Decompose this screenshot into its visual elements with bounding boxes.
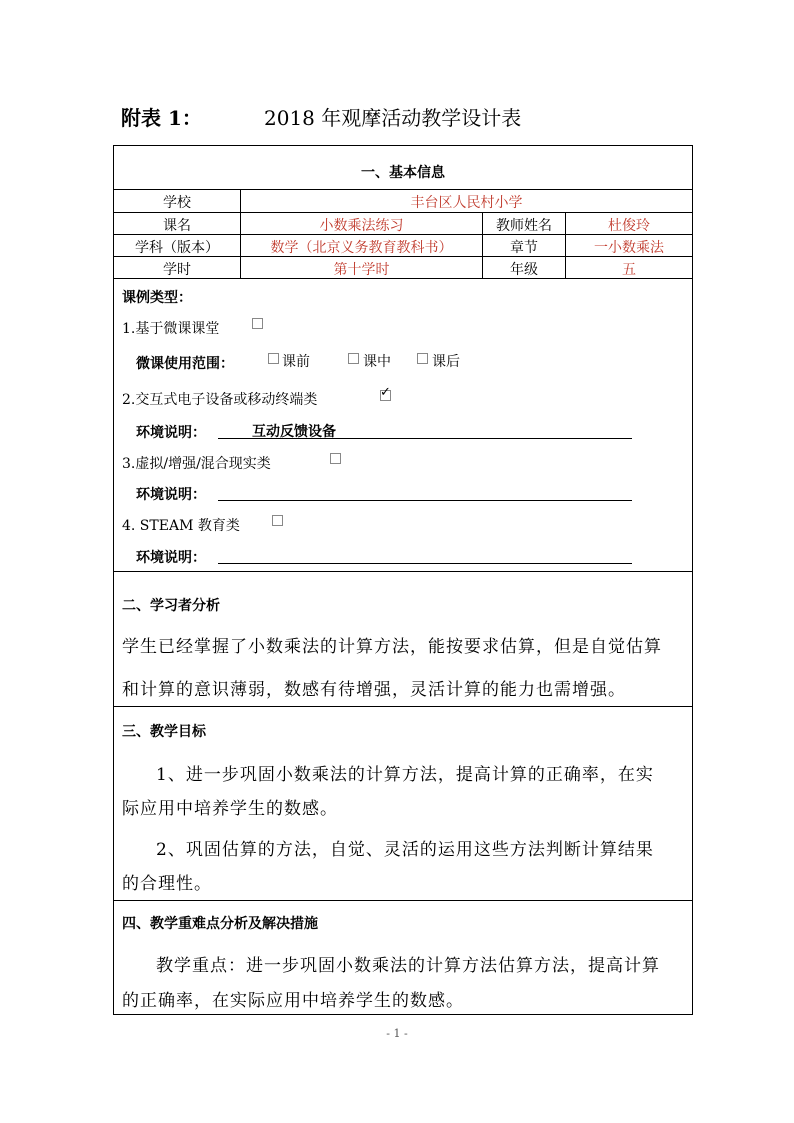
- env-underline: [218, 438, 632, 439]
- grade-label: 年级: [510, 262, 538, 278]
- interactive-devices-checkbox[interactable]: [380, 390, 391, 401]
- page-title: 2018 年观摩活动教学设计表: [264, 106, 522, 130]
- goal-1-line: 际应用中培养学生的数感。: [122, 799, 338, 819]
- after-class-checkbox[interactable]: [417, 353, 428, 364]
- option-steam: 4. STEAM 教育类: [122, 518, 240, 534]
- subject-value: 数学（北京义务教育教科书）: [270, 240, 453, 256]
- steam-checkbox[interactable]: [272, 515, 283, 526]
- option-mixed-reality: 3.虚拟/增强/混合现实类: [122, 456, 271, 472]
- env-label-4: 环境说明：: [136, 550, 206, 566]
- title-row: [113, 100, 693, 130]
- section1-heading: 一、基本信息: [361, 165, 445, 181]
- env-underline: [218, 500, 632, 501]
- before-class-label: 课前: [282, 354, 310, 370]
- period-label: 学时: [163, 262, 191, 278]
- learner-analysis-line: 和计算的意识薄弱，数感有待增强，灵活计算的能力也需增强。: [122, 680, 626, 700]
- key-point-line: 的正确率，在实际应用中培养学生的数感。: [122, 991, 464, 1011]
- section2-heading: 二、学习者分析: [122, 598, 220, 614]
- micro-lesson-checkbox[interactable]: [252, 318, 263, 329]
- course-value: 小数乘法练习: [319, 218, 404, 234]
- subject-label: 学科（版本）: [135, 240, 219, 256]
- before-class-checkbox[interactable]: [268, 353, 279, 364]
- appendix-label: 附表 1：: [121, 106, 202, 130]
- course-label: 课名: [163, 218, 191, 234]
- teacher-label: 教师姓名: [496, 218, 552, 234]
- mixed-reality-checkbox[interactable]: [330, 453, 341, 464]
- divider: [114, 706, 692, 707]
- goal-1-line: 1、进一步巩固小数乘法的计算方法，提高计算的正确率，在实: [156, 765, 654, 785]
- env-label-3: 环境说明：: [136, 487, 206, 503]
- section3-heading: 三、教学目标: [122, 724, 206, 740]
- grade-value: 五: [622, 262, 636, 278]
- option-interactive-devices: 2.交互式电子设备或移动终端类: [122, 392, 318, 408]
- period-value: 第十学时: [333, 262, 390, 278]
- option-micro-lesson: 1.基于微课课堂: [122, 321, 220, 337]
- school-label: 学校: [163, 195, 191, 211]
- teacher-value: 杜俊玲: [608, 218, 650, 234]
- lesson-type-heading: 课例类型：: [122, 290, 192, 306]
- env-underline: [218, 563, 632, 564]
- learner-analysis-line: 学生已经掌握了小数乘法的计算方法，能按要求估算，但是自觉估算: [122, 637, 662, 657]
- section4-heading: 四、教学重难点分析及解决措施: [122, 916, 318, 932]
- design-table: [113, 145, 693, 1015]
- env-value-2: 互动反馈设备: [252, 424, 336, 440]
- during-class-label: 课中: [363, 354, 391, 370]
- during-class-checkbox[interactable]: [348, 353, 359, 364]
- divider: [114, 212, 692, 213]
- school-value: 丰台区人民村小学: [410, 195, 523, 211]
- micro-range-label: 微课使用范围：: [136, 356, 234, 372]
- divider: [114, 189, 692, 190]
- chapter-value: 一小数乘法: [594, 240, 664, 256]
- key-point-line: 教学重点：进一步巩固小数乘法的计算方法估算方法，提高计算: [156, 956, 660, 976]
- divider: [114, 571, 692, 572]
- goal-2-line: 的合理性。: [122, 874, 212, 894]
- page-number: - 1 -: [386, 1027, 408, 1040]
- divider: [114, 900, 692, 901]
- after-class-label: 课后: [432, 354, 460, 370]
- chapter-label: 章节: [510, 240, 538, 256]
- env-label-2: 环境说明：: [136, 425, 206, 441]
- goal-2-line: 2、巩固估算的方法，自觉、灵活的运用这些方法判断计算结果: [156, 840, 654, 860]
